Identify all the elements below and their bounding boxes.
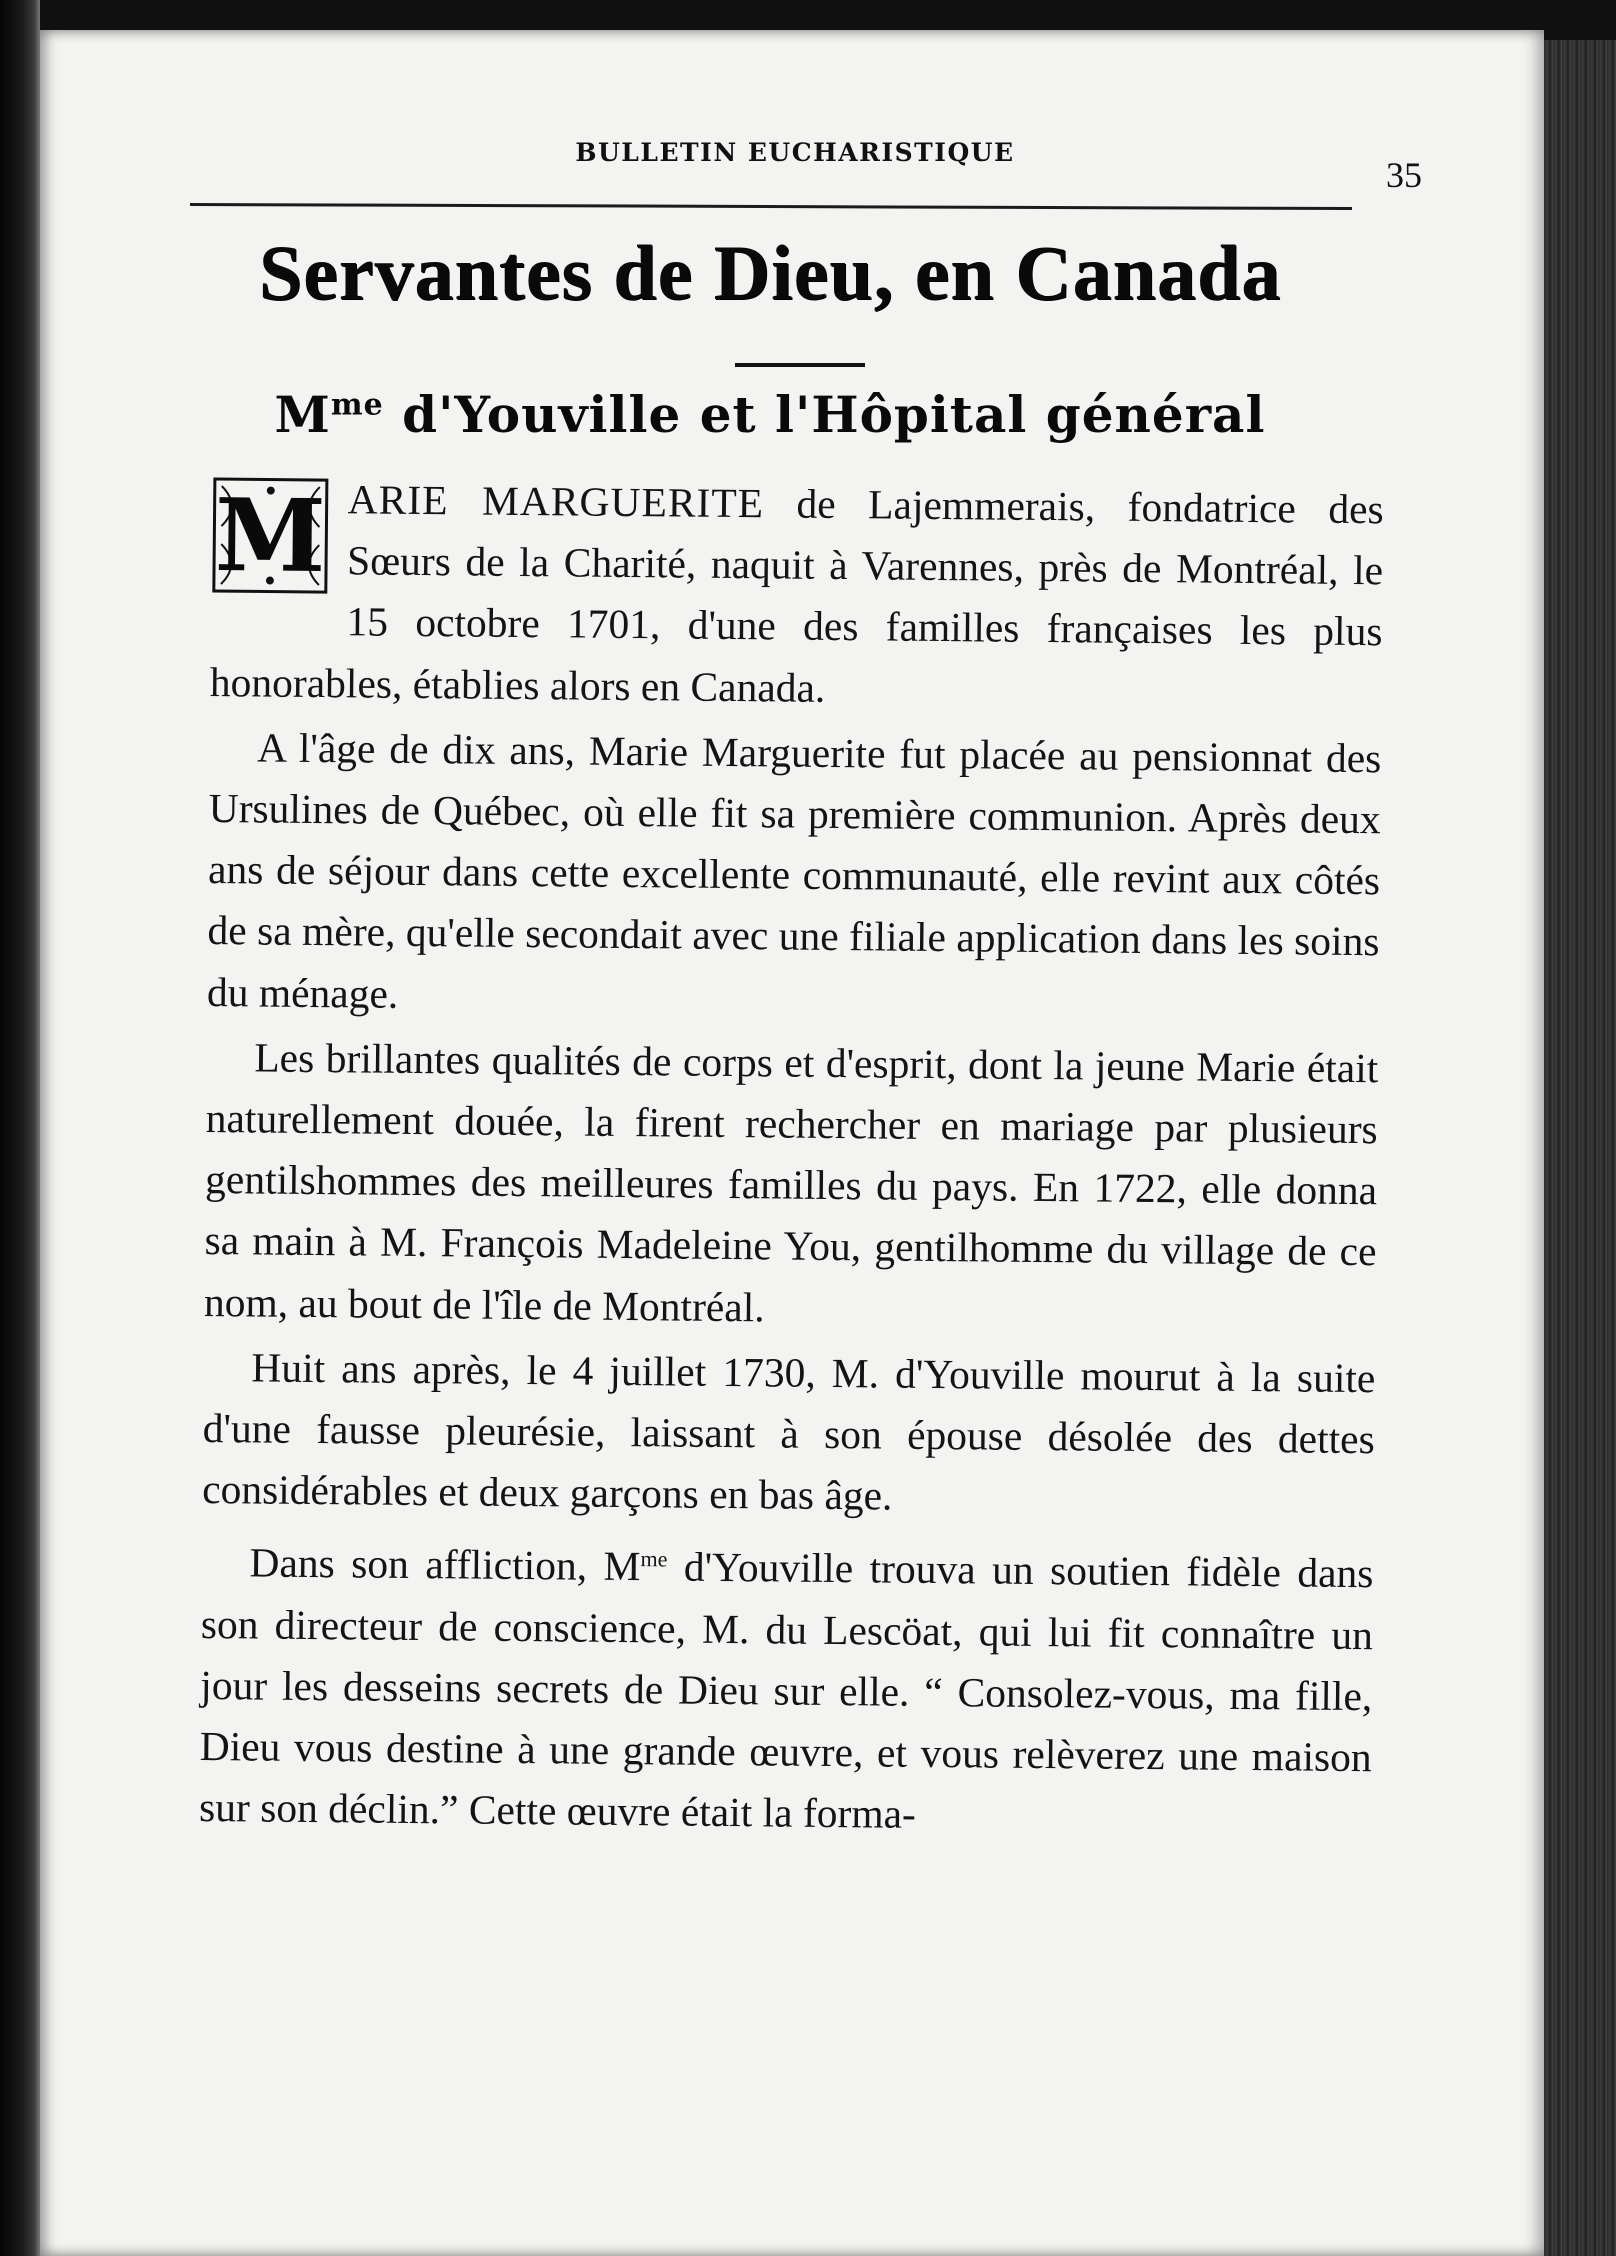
article-subtitle [190, 385, 1350, 444]
running-title: BULLETIN EUCHARISTIQUE [575, 138, 1015, 167]
subtitle-prefix: M [274, 385, 331, 444]
paragraph-1 [210, 468, 1384, 724]
dropcap-letter: M [214, 476, 327, 596]
paragraph-5-b: d'Youville trouva un soutien fidèle dans son directeur de conscience, M. du Lescöat, qui lui fit connaître un jour les desseins secrets de Dieu sur elle. “ Consolez-vous, ma fille, Dieu vous destine à une grande œuvre, et vous relèverez une maison sur son déclin.” Cette œuvre était la forma- [198, 1543, 1374, 1838]
page-stack-edge [1544, 40, 1616, 2256]
section-title-text: Servantes de Dieu, en Canada [258, 229, 1282, 316]
paragraph-1-text: de Lajemmerais, fondatrice des Sœurs de la Charité, naquit à Varennes, près de Montréal, le 15 octobre 1701, d'une des familles françaises les plus honorables, établies alors en Canada. [209, 480, 1384, 711]
section-title [190, 228, 1350, 318]
subtitle-rest: d'Youville et l'Hôpital général [383, 385, 1266, 444]
paragraph-1-caps: ARIE MARGUERITE [347, 476, 765, 527]
paragraph-3: Les brillantes qualités de corps et d'esprit, dont la jeune Marie était naturellement douée, la firent rechercher en mariage par plusieurs gentilshommes des meilleures familles du pays. En 1722, elle donna sa main à M. François Madeleine You, gentilhomme du village de ce nom, au bout de l'île de Montréal. [203, 1034, 1379, 1330]
page-number: 35 [1386, 155, 1422, 195]
dropcap [211, 476, 330, 595]
article-body [199, 468, 1384, 1850]
paragraph-4: Huit ans après, le 4 juillet 1730, M. d'Youville mourut à la suite d'une fausse pleurésie, laissant à son épouse désolée des dettes considérables et deux garçons en bas âge. [201, 1344, 1376, 1519]
running-header [190, 108, 1422, 218]
title-divider [735, 363, 865, 367]
book-page [40, 30, 1544, 2256]
paragraph-5-a: Dans son affliction, M [249, 1539, 641, 1590]
subtitle-prefix-sup: me [330, 387, 384, 423]
paragraph-5-sup: me [640, 1546, 668, 1572]
book-binding-edge [0, 0, 40, 2256]
paragraph-2: A l'âge de dix ans, Marie Marguerite fut placée au pensionnat des Ursulines de Québec, où elle fit sa première communion. Après deux ans de séjour dans cette excellente communauté, elle revint aux côtés de sa mère, qu'elle secondait avec une filiale application dans les soins du ménage. [206, 724, 1382, 1017]
paragraph-5 [199, 1524, 1374, 1849]
